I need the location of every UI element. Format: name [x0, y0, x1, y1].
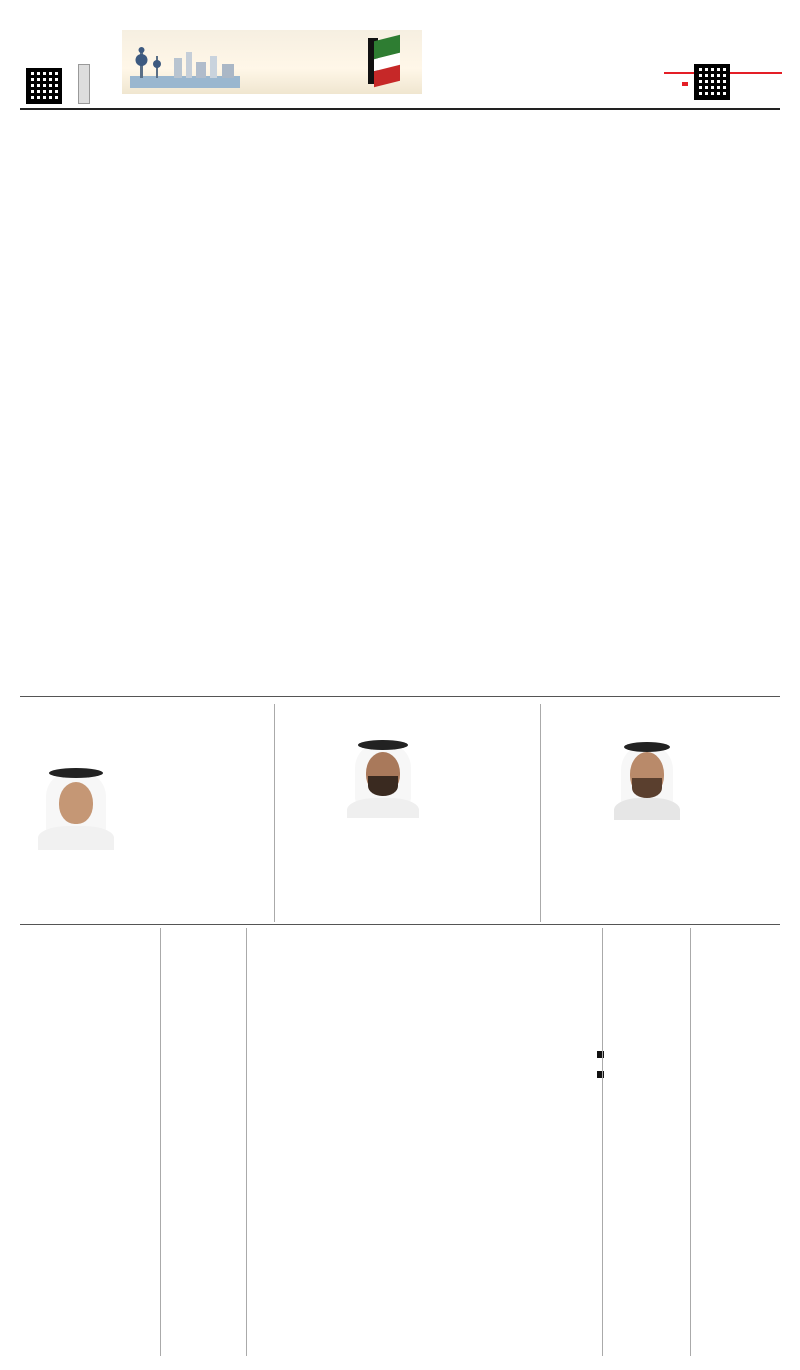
portrait-photo	[612, 738, 682, 820]
section-rule	[20, 696, 780, 697]
lower-text-i	[20, 930, 64, 1354]
column-divider	[690, 928, 691, 1356]
column-divider	[602, 928, 603, 1356]
column-text-2c	[272, 834, 518, 920]
side-ad-box	[78, 64, 90, 104]
portrait-photo	[344, 738, 422, 818]
lower-text-b	[606, 930, 688, 1354]
section-rule	[20, 924, 780, 925]
portrait-photo	[36, 766, 116, 850]
lower-text-h	[70, 930, 156, 1354]
kuwait-towers-icon	[130, 38, 240, 88]
lower-text-c	[522, 1106, 604, 1354]
qr-code-icon[interactable]	[694, 64, 730, 100]
election-banner	[122, 30, 422, 94]
lower-text-g	[162, 930, 248, 1354]
column-divider	[160, 928, 161, 1356]
lower-text-d	[434, 1106, 516, 1354]
masthead-rule	[20, 108, 780, 110]
column-text-3	[128, 766, 252, 922]
lower-text-f	[254, 1080, 336, 1354]
contact-block	[462, 36, 642, 63]
pdf-badge[interactable]	[682, 82, 688, 86]
column-text-1c	[528, 846, 776, 920]
phone-numbers	[462, 42, 642, 57]
qr-code-icon-left[interactable]	[26, 68, 62, 104]
column-divider	[246, 928, 247, 1356]
side-headline-1	[284, 1044, 604, 1064]
lower-text-e	[346, 1106, 428, 1354]
lower-text-a	[694, 930, 776, 1354]
masthead	[18, 22, 782, 100]
